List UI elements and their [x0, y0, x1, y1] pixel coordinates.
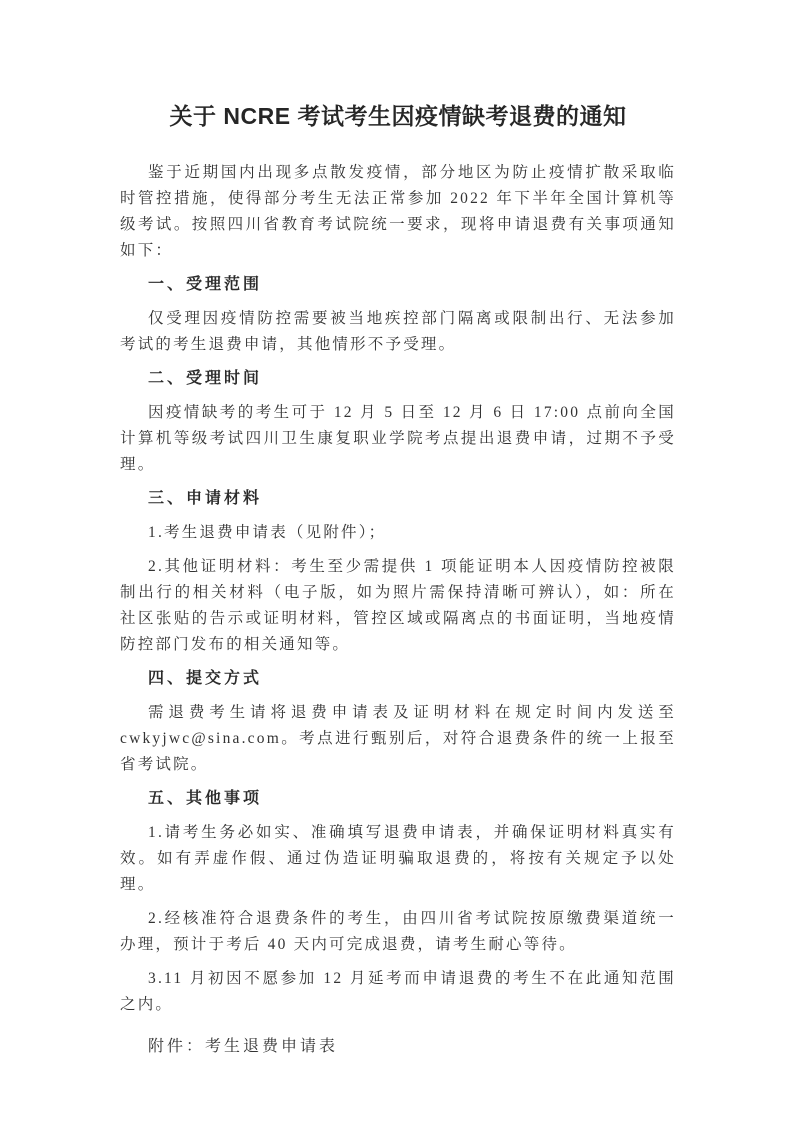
- section-heading-scope: 一、受理范围: [148, 276, 263, 293]
- list-item: 1.请考生务必如实、准确填写退费申请表，并确保证明材料真实有效。如有弄虚作假、通过伪造证明骗取退费的，将按有关规定予以处理。: [120, 824, 676, 893]
- document-title: 关于 NCRE 考试考生因疫情缺考退费的通知: [169, 103, 627, 129]
- section-heading-time: 二、受理时间: [148, 370, 263, 387]
- section-paragraph: 因疫情缺考的考生可于 12 月 5 日至 12 月 6 日 17:00 点前向全国计算机等级考试四川卫生康复职业学院考点提出退费申请，过期不予受理。: [120, 404, 676, 473]
- section-time: [120, 366, 676, 478]
- list-item: 1.考生退费申请表（见附件）；: [148, 524, 387, 541]
- section-heading-other: 五、其他事项: [148, 790, 263, 807]
- section-other: [120, 786, 676, 1018]
- section-paragraph: 需退费考生请将退费申请表及证明材料在规定时间内发送至 cwkyjwc@sina.com。考点进行甄别后，对符合退费条件的统一上报至省考试院。: [120, 704, 676, 773]
- section-paragraph: 仅受理因疫情防控需要被当地疾控部门隔离或限制出行、无法参加考试的考生退费申请，其他情形不予受理。: [120, 310, 676, 353]
- list-item: 2.其他证明材料：考生至少需提供 1 项能证明本人因疫情防控被限制出行的相关材料（电子版，如为照片需保持清晰可辨认），如：所在社区张贴的告示或证明材料，管控区域或隔离点的书面证明，当地疫情防控部门发布的相关通知等。: [120, 558, 676, 653]
- section-heading-materials: 三、申请材料: [148, 490, 263, 507]
- section-scope: [120, 272, 676, 358]
- attachment-line: 附件：考生退费申请表: [148, 1038, 339, 1055]
- intro-paragraph: 鉴于近期国内出现多点散发疫情，部分地区为防止疫情扩散采取临时管控措施，使得部分考生无法正常参加 2022 年下半年全国计算机等级考试。按照四川省教育考试院统一要求，现将申请退费有关事项通知如下：: [120, 164, 676, 259]
- section-materials: [120, 486, 676, 658]
- list-item: 3.11 月初因不愿参加 12 月延考而申请退费的考生不在此通知范围之内。: [120, 970, 676, 1013]
- section-submission: [120, 666, 676, 778]
- list-item: 2.经核准符合退费条件的考生，由四川省考试院按原缴费渠道统一办理，预计于考后 40 天内可完成退费，请考生耐心等待。: [120, 910, 676, 953]
- section-heading-submission: 四、提交方式: [148, 670, 263, 687]
